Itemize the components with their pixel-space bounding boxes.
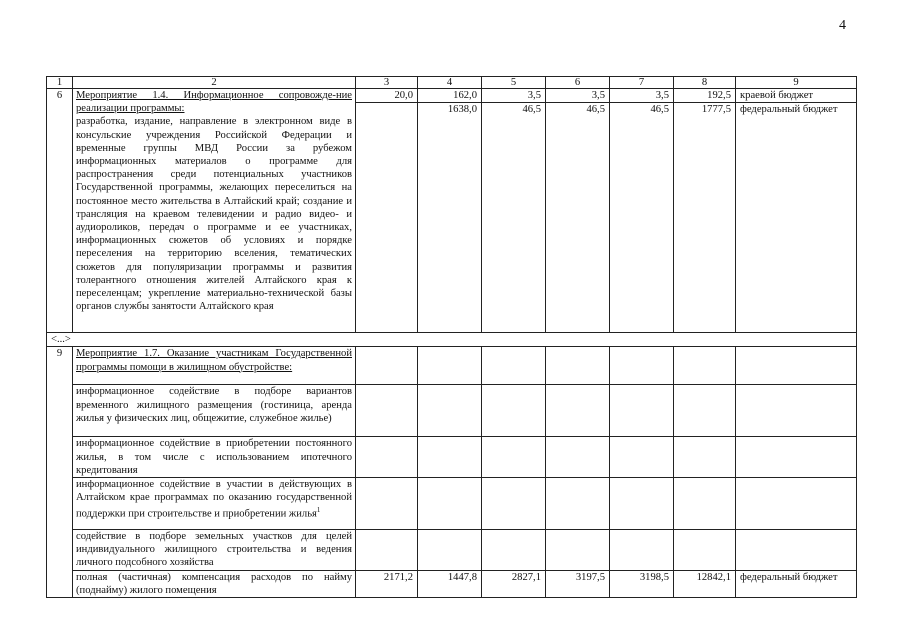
row-number: 9 — [47, 347, 73, 598]
table-row — [47, 385, 857, 437]
value-cell: 192,5 — [674, 89, 736, 103]
activity-title — [73, 347, 356, 385]
funding-source: краевой бюджет — [736, 89, 857, 103]
value-cell: 162,0 — [418, 89, 482, 103]
value-cell: 12842,1 — [674, 570, 736, 597]
value-cell: 2171,2 — [356, 570, 418, 597]
header-cell: 2 — [73, 77, 356, 89]
activity-item: содействие в подборе земельных участков для целей индивидуального жилищного строительства и ведения личного подсобного хозяйства — [73, 530, 356, 571]
program-activities-table — [46, 76, 857, 598]
value-cell: 46,5 — [482, 103, 546, 333]
activity-title-text: Мероприятие 1.7. Оказание участникам Государственной программы помощи в жилищном обустройстве: — [76, 348, 352, 373]
table-row — [47, 89, 857, 103]
value-cell: 3197,5 — [546, 570, 610, 597]
footnote-mark: 1 — [316, 506, 321, 515]
header-row — [47, 77, 857, 89]
value-cell: 1447,8 — [418, 570, 482, 597]
activity-item — [73, 478, 356, 530]
header-cell: 4 — [418, 77, 482, 89]
value-cell: 3198,5 — [610, 570, 674, 597]
row-number: 6 — [47, 89, 73, 333]
value-cell: 3,5 — [610, 89, 674, 103]
header-cell: 6 — [546, 77, 610, 89]
value-cell: 3,5 — [546, 89, 610, 103]
page-number: 4 — [839, 18, 846, 33]
header-cell: 1 — [47, 77, 73, 89]
activity-item: информационное содействие в приобретении постоянного жилья, в том числе с использованием ипотечного кредитования — [73, 437, 356, 478]
value-cell: 46,5 — [546, 103, 610, 333]
activity-item: информационное содействие в подборе вариантов временного жилищного размещения (гостиница, аренда жилья у физических лиц, общежитие, служебное жилье) — [73, 385, 356, 437]
activity-text: разработка, издание, направление в электронном виде в консульские учреждения Российской Федерации и временные группы МВД России за рубежом информационных материалов о программе для распространения среди потенциальных участников Государственной программы, желающих переселиться на постоянное место жительства в Алтайский край; создание и трансляция на краевом телевидении и радио видео- и аудиороликов, передач о программе и ее участниках, информационных сюжетов об условиях и порядке переселения на территорию вселения, тематических сюжетов для популяризации программы и развития толерантного отношения жителей Алтайского края к переселенцам; укрепление материально-технической базы органов службы занятости Алтайского края — [76, 116, 352, 313]
funding-source: федеральный бюджет — [736, 103, 857, 333]
table-row — [47, 478, 857, 530]
value-cell — [356, 103, 418, 333]
omission-marker: <...> — [47, 333, 857, 347]
value-cell: 1638,0 — [418, 103, 482, 333]
activity-item: полная (частичная) компенсация расходов по найму (поднайму) жилого помещения — [73, 570, 356, 597]
activity-description — [73, 89, 356, 333]
header-cell: 5 — [482, 77, 546, 89]
value-cell: 2827,1 — [482, 570, 546, 597]
header-cell: 3 — [356, 77, 418, 89]
value-cell: 20,0 — [356, 89, 418, 103]
funding-source: федеральный бюджет — [736, 570, 857, 597]
table-row — [47, 530, 857, 571]
activity-title: Мероприятие 1.4. Информационное сопровожде-ние реализации программы: — [76, 90, 352, 115]
table-row — [47, 437, 857, 478]
header-cell: 9 — [736, 77, 857, 89]
value-cell: 46,5 — [610, 103, 674, 333]
ellipsis-row — [47, 333, 857, 347]
table-row — [47, 570, 857, 597]
header-cell: 8 — [674, 77, 736, 89]
activity-item-text: информационное содействие в участии в действующих в Алтайском крае программах по оказанию государственной поддержки при строительстве и приобретении жилья — [76, 479, 352, 520]
value-cell: 1777,5 — [674, 103, 736, 333]
value-cell: 3,5 — [482, 89, 546, 103]
table-row — [47, 347, 857, 385]
header-cell: 7 — [610, 77, 674, 89]
